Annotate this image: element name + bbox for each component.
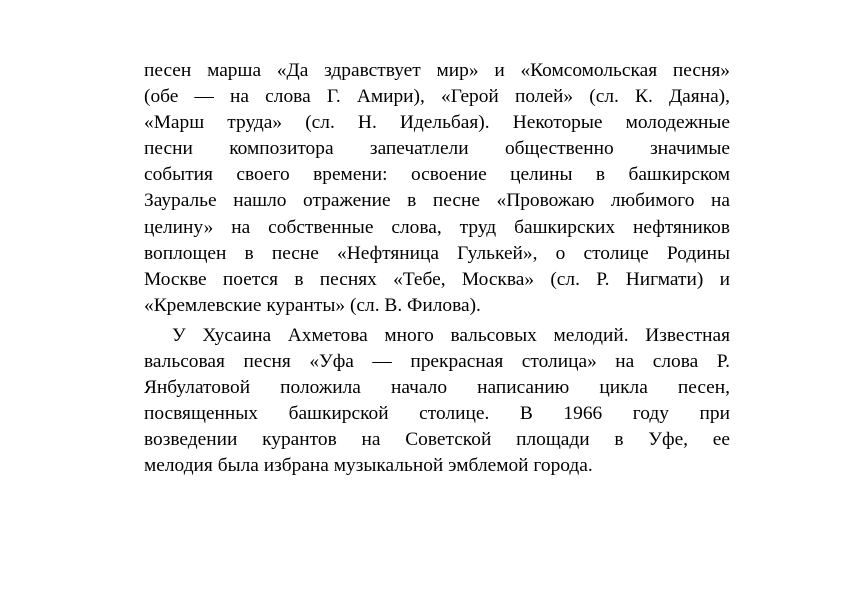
text-line: «Кремлевские куранты» (сл. В. Филова).	[144, 294, 481, 316]
text-line: посвященных башкирской столице. В 1966 году при	[144, 403, 730, 425]
paragraph	[144, 323, 730, 480]
text-line: целину» на собственные слова, труд башкирских нефтяников	[144, 216, 730, 238]
text-line: мелодия была избрана музыкальной эмблемой города.	[144, 455, 593, 477]
text-line: вальсовая песня «Уфа — прекрасная столица» на слова Р.	[144, 351, 730, 373]
text-line: песен марша «Да здравствует мир» и «Комсомольская песня»	[144, 60, 730, 81]
text-line: Зауралье нашло отражение в песне «Провожаю любимого на	[144, 190, 730, 212]
text-line: У Хусаина Ахметова много вальсовых мелодий. Известная	[172, 324, 730, 346]
text-line: «Марш труда» (сл. Н. Идельбая). Некоторые молодежные	[144, 112, 730, 134]
text-line: (обе — на слова Г. Амири), «Герой полей» (сл. К. Даяна),	[144, 86, 730, 108]
paragraph	[144, 58, 730, 319]
text-line: песни композитора запечатлели общественно значимые	[144, 138, 730, 160]
text-line: воплощен в песне «Нефтяница Гулькей», о столице Родины	[144, 242, 730, 264]
body-text	[144, 58, 730, 480]
text-line: Янбулатовой положила начало написанию цикла песен,	[144, 377, 730, 399]
text-line: события своего времени: освоение целины в башкирском	[144, 164, 730, 186]
text-line: Москве поется в песнях «Тебе, Москва» (сл. Р. Нигмати) и	[144, 268, 730, 290]
text-line: возведении курантов на Советской площади в Уфе, ее	[144, 429, 730, 451]
